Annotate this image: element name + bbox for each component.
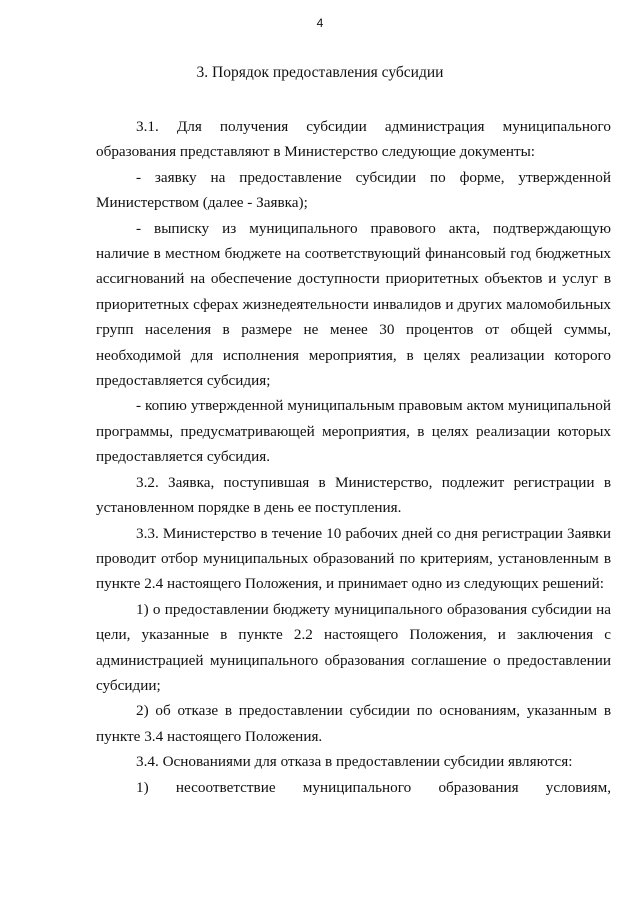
- paragraph-decision-1: 1) о предоставлении бюджету муниципального образования субсидии на цели, указанные в пункте 2.2 настоящего Положения, и заключения с администрацией муниципального образования соглашение о предоставлении субсидии;: [96, 600, 611, 694]
- section-heading: 3. Порядок предоставления субсидии: [196, 64, 444, 81]
- page-number: 4: [316, 16, 324, 30]
- paragraph-3-2: 3.2. Заявка, поступившая в Министерство, подлежит регистрации в установленном порядке в день ее поступления.: [96, 473, 611, 517]
- paragraph-3-1: 3.1. Для получения субсидии администрация муниципального образования представляют в Министерство следующие документы:: [96, 118, 611, 161]
- paragraph-application: - заявку на предоставление субсидии по форме, утвержденной Министерством (далее - Заявка);: [96, 168, 611, 212]
- paragraph-program-copy: - копию утвержденной муниципальным правовым актом муниципальной программы, предусматривающей мероприятия, в целях реализации которых предоставляется субсидия.: [96, 397, 611, 466]
- paragraph-decision-2: 2) об отказе в предоставлении субсидии по основаниям, указанным в пункте 3.4 настоящего Положения.: [96, 702, 611, 745]
- paragraph-refusal-1: 1) несоответствие муниципального образования условиям,: [136, 778, 611, 796]
- document-body: [96, 114, 611, 800]
- paragraph-extract: - выписку из муниципального правового акта, подтверждающую наличие в местном бюджете на соответствующий финансовый год бюджетных ассигнований на обеспечение доступности приоритетных объектов и услуг в приоритетных сферах жизнедеятельности инвалидов и других маломобильных групп населения в размере не менее 30 процентов от общей суммы, необходимой для исполнения мероприятия, в целях реализации которого предоставляется субсидия;: [96, 219, 611, 390]
- paragraph-3-4: 3.4. Основаниями для отказа в предоставлении субсидии являются:: [136, 753, 573, 771]
- paragraph-3-3: 3.3. Министерство в течение 10 рабочих дней со дня регистрации Заявки проводит отбор муниципальных образований по критериям, установленным в пункте 2.4 настоящего Положения, и принимает одно из следующих решений:: [96, 524, 611, 593]
